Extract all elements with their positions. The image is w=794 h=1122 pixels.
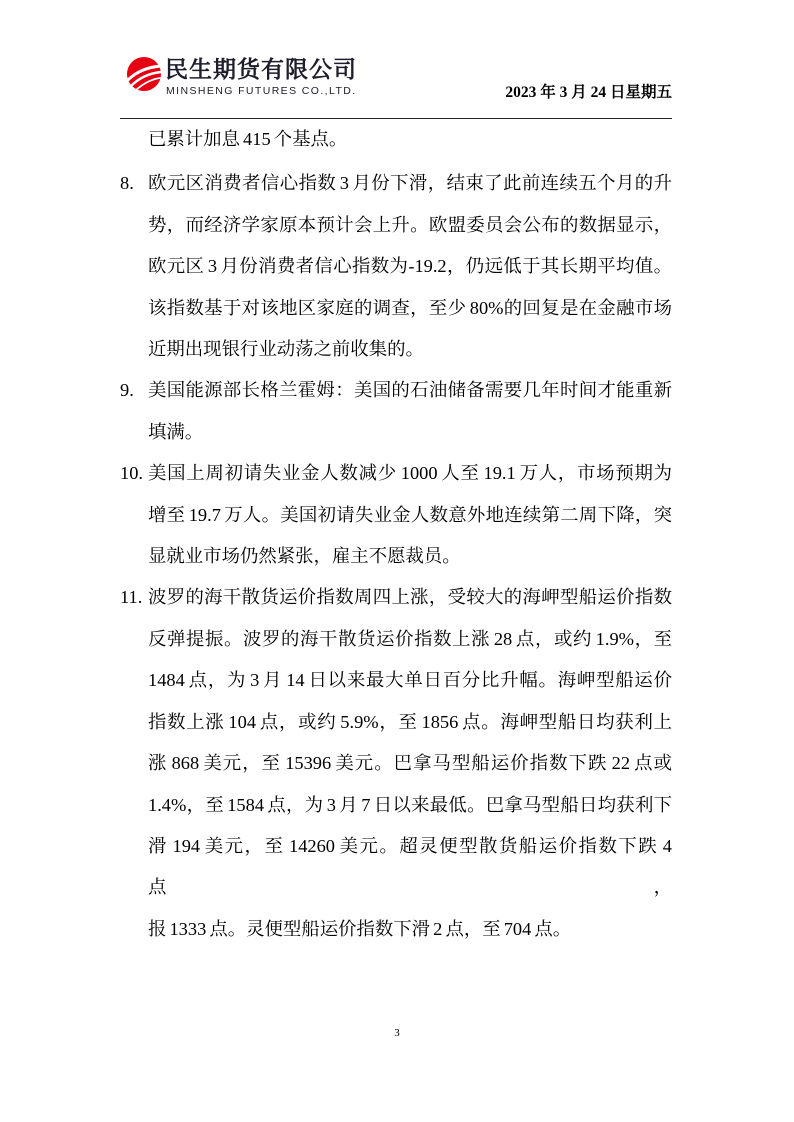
item-number: 9. (120, 380, 134, 401)
text-line: 指数上涨 104 点，或约 5.9%，至 1856 点。海岬型船日均获利上 (148, 711, 672, 732)
paragraph-text (148, 119, 672, 160)
item-number: 10. (120, 463, 143, 484)
text-line: 欧元区消费者信心指数 3 月份下滑，结束了此前连续五个月的升 (148, 173, 672, 194)
text-line: 波罗的海干散货运价指数周四上涨，受较大的海岬型船运价指数 (148, 587, 672, 608)
text-line: 反弹提振。波罗的海干散货运价指数上涨 28 点，或约 1.9%，至 (148, 628, 672, 649)
item-number: 8. (120, 173, 134, 194)
text-line: 1484 点，为 3 月 14 日以来最大单日百分比升幅。海岬型船运价 (148, 670, 672, 691)
text-line: 涨 868 美元，至 15396 美元。巴拿马型船运价指数下跌 22 点或 (148, 753, 672, 774)
text-line: 该指数基于对该地区家庭的调查，至少 80%的回复是在金融市场 (148, 297, 672, 318)
text-line: 报 1333 点。灵便型船运价指数下滑 2 点，至 704 点。 (148, 918, 572, 939)
paragraph-text (148, 163, 672, 370)
item-number: 11. (120, 587, 143, 608)
paragraph-text (148, 453, 672, 577)
news-item-10 (120, 453, 672, 577)
paragraph-text (148, 370, 672, 453)
text-line: 近期出现银行业动荡之前收集的。 (148, 339, 424, 360)
news-item-11 (120, 577, 672, 950)
text-line: 美国能源部长格兰霍姆：美国的石油储备需要几年时间才能重新 (148, 380, 672, 401)
text-line: 欧元区 3 月份消费者信心指数为-19.2，仍远低于其长期平均值。 (148, 256, 672, 277)
news-item-8 (120, 163, 672, 370)
text-line: 显就业市场仍然紧张，雇主不愿裁员。 (148, 546, 461, 567)
minsheng-swoosh-logo-icon (125, 55, 163, 93)
page-number: 3 (394, 1027, 400, 1039)
document-body (120, 119, 672, 950)
paragraph-text (148, 577, 672, 950)
text-line: 滑 194 美元，至 14260 美元。超灵便型散货船运价指数下跌 4 点， (148, 835, 672, 898)
text-line: 增至 19.7 万人。美国初请失业金人数意外地连续第二周下降，突 (148, 504, 672, 525)
company-name-en: MINSHENG FUTURES CO.,LTD. (166, 85, 357, 97)
text-line: 填满。 (148, 421, 204, 442)
news-item-9 (120, 370, 672, 453)
text-line: 势，而经济学家原本预计会上升。欧盟委员会公布的数据显示， (148, 214, 672, 235)
continuation-paragraph (120, 119, 672, 160)
text-line: 已累计加息 415 个基点。 (148, 129, 348, 149)
text-line: 1.4%，至 1584 点，为 3 月 7 日以来最低。巴拿马型船日均获利下 (148, 794, 672, 815)
report-date: 2023 年 3 月 24 日星期五 (505, 84, 672, 101)
text-line: 美国上周初请失业金人数减少 1000 人至 19.1 万人，市场预期为 (148, 463, 672, 484)
company-name-cn: 民生期货有限公司 (165, 57, 357, 83)
